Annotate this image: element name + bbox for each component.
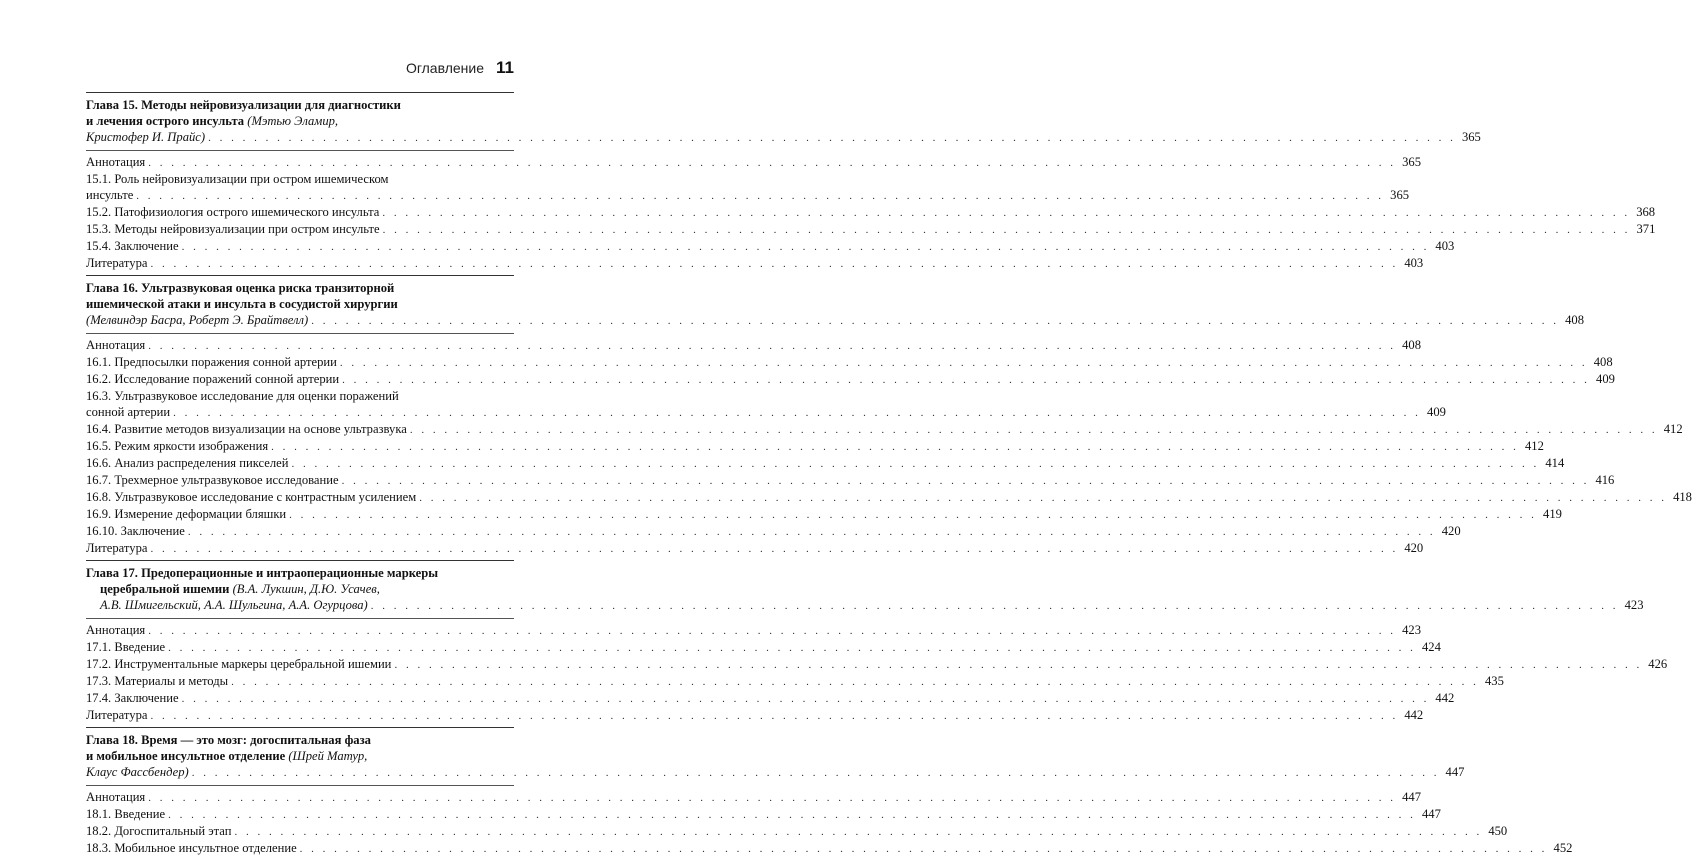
chapter-18 <box>86 727 1465 783</box>
page-number: 11 <box>496 58 514 77</box>
chapter-authors: А.В. Шмигельский, А.А. Шульгина, А.А. Огурцова) <box>100 598 368 612</box>
chapter-authors: (Мэтью Эламир, <box>247 114 339 128</box>
chapter-authors: Кристофер И. Прайс) <box>86 130 206 144</box>
chapter-page: 423 <box>1624 598 1644 612</box>
chapter-16 <box>86 275 1584 331</box>
toc-entry[interactable]: 16.10. Заключение . . . 420 <box>86 523 514 540</box>
chapter-title: и лечения острого инсульта <box>86 114 245 128</box>
toc-entry[interactable]: Аннотация . . . 447 <box>86 789 514 806</box>
chapter-authors: (В.А. Лукшин, Д.Ю. Усачев, <box>232 582 380 596</box>
chapter-authors: Клаус Фассбендер) <box>86 765 189 779</box>
toc-entry[interactable]: 15.3. Методы нейровизуализации при остром инсульте . . . 371 <box>86 221 514 238</box>
chapter-page: 447 <box>1445 765 1465 779</box>
toc-entry[interactable]: 15.2. Патофизиология острого ишемического инсульта . . . 368 <box>86 204 514 221</box>
toc-entry[interactable]: 18.2. Догоспитальный этап . . . 450 <box>86 823 514 840</box>
chapter-authors: (Шрей Матур, <box>288 749 368 763</box>
toc-entry[interactable]: Аннотация . . . 408 <box>86 337 514 354</box>
toc-entry[interactable]: Литература . . . 442 <box>86 707 514 724</box>
toc-entry[interactable]: 16.9. Измерение деформации бляшки . . . 419 <box>86 506 514 523</box>
toc-entry[interactable]: 16.4. Развитие методов визуализации на основе ультразвука . . . 412 <box>86 421 514 438</box>
toc-entry[interactable]: 16.1. Предпосылки поражения сонной артерии . . . 408 <box>86 354 514 371</box>
toc-entry[interactable]: Аннотация . . . 365 <box>86 154 514 171</box>
table-of-contents <box>86 92 1692 857</box>
chapter-page: 365 <box>1461 130 1481 144</box>
chapter-authors-line <box>86 312 1584 329</box>
chapter-title: церебральной ишемии <box>100 582 230 596</box>
chapter-authors-line <box>86 764 1465 781</box>
toc-entry[interactable]: Аннотация . . . 423 <box>86 622 514 639</box>
toc-entry[interactable]: 17.1. Введение . . . 424 <box>86 639 514 656</box>
toc-entry[interactable]: 16.5. Режим яркости изображения . . . 412 <box>86 438 514 455</box>
chapter-title: ишемической атаки и инсульта в сосудистой хирургии <box>86 297 398 311</box>
chapter-title: Глава 18. Время — это мозг: догоспитальная фаза <box>86 733 371 747</box>
chapter-title: Глава 15. Методы нейровизуализации для диагностики <box>86 98 401 112</box>
chapter-page: 408 <box>1565 313 1584 327</box>
chapter-authors-line <box>86 129 1481 146</box>
running-header <box>406 58 514 78</box>
toc-entry[interactable]: сонной артерии . . . 409 <box>86 404 514 421</box>
toc-entry[interactable]: 18.1. Введение . . . 447 <box>86 806 514 823</box>
chapter-authors-line <box>86 597 1644 614</box>
toc-entry[interactable]: 15.4. Заключение . . . 403 <box>86 238 514 255</box>
chapter-authors: (Мелвиндэр Басра, Робeрт Э. Брайтвелл) <box>86 313 309 327</box>
toc-entry[interactable]: 17.2. Инструментальные маркеры церебральной ишемии . . . 426 <box>86 656 514 673</box>
toc-entry[interactable]: 16.7. Трехмерное ультразвуковое исследование . . . 416 <box>86 472 514 489</box>
toc-entry[interactable]: 16.8. Ультразвуковое исследование с контрастным усилением . . . 418 <box>86 489 514 506</box>
chapter-17 <box>86 560 1644 616</box>
toc-entry[interactable]: 16.2. Исследование поражений сонной артерии . . . 409 <box>86 371 514 388</box>
toc-entry[interactable]: 17.4. Заключение . . . 442 <box>86 690 514 707</box>
toc-entry[interactable]: инсульте . . . 365 <box>86 187 514 204</box>
toc-entry[interactable]: 16.3. Ультразвуковое исследование для оценки поражений <box>86 389 399 403</box>
toc-entry[interactable]: Литература . . . 420 <box>86 540 514 557</box>
chapter-title: и мобильное инсультное отделение <box>86 749 286 763</box>
toc-entry[interactable]: 16.6. Анализ распределения пикселей . . . 414 <box>86 455 514 472</box>
chapter-15 <box>86 92 1481 148</box>
toc-entry[interactable]: Литература . . . 403 <box>86 255 514 272</box>
chapter-title: Глава 16. Ультразвуковая оценка риска транзиторной <box>86 281 395 295</box>
section-label: Оглавление <box>405 60 485 76</box>
toc-entry[interactable]: 15.1. Роль нейровизуализации при остром ишемическом <box>86 172 389 186</box>
chapter-title: Глава 17. Предоперационные и интраоперационные маркеры <box>86 566 439 580</box>
toc-entry[interactable]: 18.3. Мобильное инсультное отделение . . . 452 <box>86 840 514 857</box>
toc-entry[interactable]: 17.3. Материалы и методы . . . 435 <box>86 673 514 690</box>
